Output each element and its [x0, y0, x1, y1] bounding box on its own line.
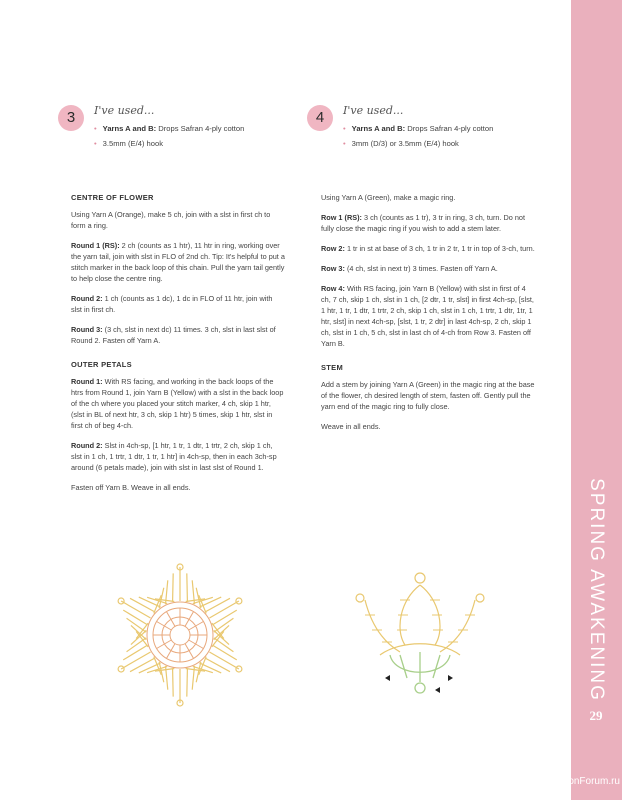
- round-3: Round 3: (3 ch, slst in next dc) 11 times. 3 ch, slst in last slst of Round 2. Fasten off Yarn A.: [71, 325, 276, 345]
- row-4: Row 4: With RS facing, join Yarn B (Yellow) with slst in first of 4 ch, 7 ch, skip 1 ch, slst in 1 ch, [2 dtr, 1 tr, slst] in first 4ch-sp, [slst, 1 htr, 1 tr, 1 dtr, 1 trtr, 2 ch, skip 1 ch, slst in 1 ch, 1 trtr, 1 dtr, 1tr, 1 htr, slst] in next 4ch-sp, [slst, 1 tr, 2 dtr] in last 4ch-sp, 2 ch, skip 1 ch, slst in 1 ch, 5 ch, slst in last ch of 4-ch from Row 3. Fasten off Yarn B.: [321, 284, 534, 348]
- bud-petals: [356, 573, 484, 655]
- page-number: 29: [589, 708, 603, 723]
- bud-markers: [385, 675, 453, 693]
- petal-stitch: [130, 598, 155, 612]
- bud-chart-diagram: [345, 560, 495, 710]
- flower-chart-diagram: [100, 560, 260, 710]
- centre-stitch: [167, 644, 176, 659]
- centre-stitch: [189, 622, 204, 631]
- centre-stitch: [167, 612, 176, 627]
- chapter-title: [572, 478, 620, 702]
- round-1: Round 1 (RS): 2 ch (counts as 1 htr), 11 htr in ring, working over the yarn tail, join with slst in FLO of 2nd ch. Tip: It's helpful to put a stitch marker in the back loop of this chain. Pull the yarn tail gently to help close the centre ring.: [71, 241, 285, 283]
- centre-stitch: [157, 622, 172, 631]
- fasten-off-note: Fasten off Yarn B. Weave in all ends.: [71, 483, 191, 492]
- petal-stitch: [121, 601, 150, 618]
- centre-stitch: [185, 612, 194, 627]
- step-3-material-item: • Yarns A and B: Drops Safran 4-ply cotton: [94, 121, 284, 136]
- row-3: Row 3: (4 ch, slst in next tr) 3 times. Fasten off Yarn A.: [321, 264, 498, 273]
- step-3-badge: 3: [58, 105, 84, 131]
- centre-stitch: [185, 644, 194, 659]
- outer-round-1: Round 1: With RS facing, and working in the back loops of the htrs from Round 1, join Yarn B (Yellow) with a slst in the back loop of the ch where you placed your stitch marker, 4 ch, skip 1 htr, (slst in BL of next htr, 3 ch, skip 1 htr) 5 times, skip 1 htr, slst in first ch of beg 4-ch.: [71, 377, 284, 430]
- right-instructions: [321, 192, 535, 441]
- left-instructions: [71, 192, 285, 502]
- step-4-material-item: • 3mm (D/3) or 3.5mm (E/4) hook: [343, 136, 543, 151]
- round-2: Round 2: 1 ch (counts as 1 dc), 1 dc in FLO of 11 htr, join with slst in first ch.: [71, 294, 273, 314]
- petal-stitch: [209, 601, 238, 618]
- centre-stitch: [157, 640, 172, 649]
- petal-stitch: [205, 658, 230, 672]
- step-4-materials: [343, 121, 543, 151]
- row-1: Row 1 (RS): 3 ch (counts as 1 tr), 3 tr in ring, 3 ch, turn. Do not fully close the magic ring if you wish to add a stem later.: [321, 213, 525, 233]
- bud-base: [390, 652, 450, 693]
- centre-intro: Using Yarn A (Orange), make 5 ch, join with a slst in first ch to form a ring.: [71, 210, 271, 230]
- stem-text: Add a stem by joining Yarn A (Green) in the magic ring at the base of the flower, ch desired length of stem, fasten off. Gently pull the yarn end of the magic ring to fully close.: [321, 380, 535, 411]
- centre-stitch: [189, 640, 204, 649]
- petal-stitch: [123, 610, 147, 625]
- petal-stitch: [209, 652, 238, 669]
- watermark: PassionForum.ru: [543, 776, 620, 787]
- step-3-materials: [94, 121, 284, 151]
- right-intro: Using Yarn A (Green), make a magic ring.: [321, 193, 456, 202]
- step-4-heading: I've used...: [343, 104, 404, 117]
- step-4-material-item: • Yarns A and B: Drops Safran 4-ply cotton: [343, 121, 543, 136]
- step-3-material-item: • 3.5mm (E/4) hook: [94, 136, 284, 151]
- petal-stitch: [130, 658, 155, 672]
- step-3-heading: I've used...: [94, 104, 155, 117]
- row-2: Row 2: 1 tr in st at base of 3 ch, 1 tr in 2 tr, 1 tr in top of 3-ch, turn.: [321, 244, 535, 253]
- chapter-title-text: SPRING AWAKENING: [586, 478, 607, 702]
- petal-stitch: [173, 573, 174, 601]
- petal-stitch: [173, 668, 174, 696]
- petal-stitch: [212, 645, 236, 660]
- step-4-badge: 4: [307, 105, 333, 131]
- outer-round-2: Round 2: Slst in 4ch-sp, [1 htr, 1 tr, 1 dtr, 1 trtr, 2 ch, skip 1 ch, slst in 1 ch, 1 trtr, 1 dtr, 1 tr, 1 htr] in 4ch-sp, then in each 3ch-sp around (6 petals made), join with slst in last slst of Round 1.: [71, 441, 277, 472]
- petal-stitch: [123, 645, 147, 660]
- petal-stitch: [187, 668, 188, 696]
- petal-stitch: [212, 610, 236, 625]
- petal-stitch: [121, 652, 150, 669]
- weave-note: Weave in all ends.: [321, 422, 381, 431]
- petal-stitch: [187, 573, 188, 601]
- petal-stitch: [205, 598, 230, 612]
- centre-heading: CENTRE OF FLOWER: [71, 193, 154, 202]
- outer-petals-heading: OUTER PETALS: [71, 360, 132, 369]
- stem-heading: STEM: [321, 363, 344, 372]
